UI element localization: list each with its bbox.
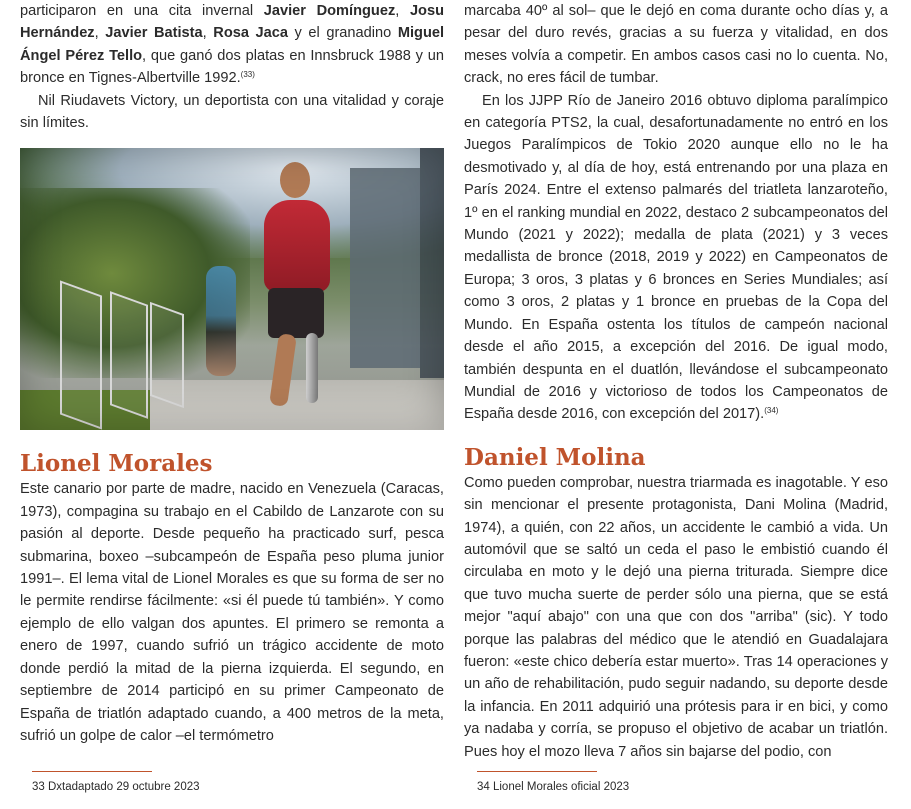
left-column <box>20 0 444 747</box>
footnote-rule <box>32 771 152 772</box>
paragraph-daniel-molina: Como pueden comprobar, nuestra triarmada es inagotable. Y eso sin mencionar el presente protagonista, Dani Molina (Madrid, 1974), a quién, con 22 años, un accidente le cambió a vida. Un automóvil que se saltó un ceda el paso le embistió cuando él circulaba en moto y le dejó una pierna triturada. Siempre dice que tuvo mucha suerte de perder sólo una pierna, que se está mejor "aquí abajo" con una que con dos "arriba" (sic). Y todo porque las palabras del médico que le atendió en Guadalajara fueron: «este chico debería estar muerto». Tras 14 operaciones y un año de rehabilitación, pudo seguir nadando, su deporte desde la infancia. En 2011 adquirió una prótesis para ir en bici, y como ya nadaba y corría, se propuso el objetivo de acabar un triatlón. Pues hoy el mozo lleva 7 años sin bajarse del podio, con <box>464 474 888 760</box>
section-title-daniel-molina: Daniel Molina <box>464 443 646 471</box>
athlete-name: Miguel Ángel Pérez Tello <box>20 25 445 64</box>
athlete-name: Javier Batista <box>105 25 203 42</box>
athlete-name: Josu Hernández <box>20 3 444 42</box>
paragraph-nil-riudavets: Nil Riudavets Victory, un deportista con una vitalidad y coraje sin límites. <box>20 92 444 132</box>
paragraph-palmares: En los JJPP Río de Janeiro 2016 obtuvo diploma paralímpico en categoría PTS2, la cual, desafortunadamente no entró en los Juegos Paralímpicos de Tokio 2020 aunque ello no le ha desmotivado y, al día de hoy, está entrenando por una plaza en París 2024. Entre el extenso palmarés del triatleta lanzaroteño, 1º en el ranking mundial en 2022, destaco 2 subcampeonatos del Mundo (2021 y 2022); medalla de plata (2021) y 3 veces medallista de bronce (2018, 2019 y 2022) en Campeonatos de Europa; 3 oros, 3 platas y 6 bronces en Series Mundiales; así como 3 oros, 2 platas y 1 bronce en pruebas de la Copa del Mundo. En España ostenta los títulos de campeón nacional desde el año 2015, a excepción del 2016. De igual modo, también despunta en el duatlón, llevándose el subcampeonato Mundial de 2016 y victorioso de todos los Campeonatos de España desde 2016, con excepción del 2017).$^{(34)}$ <box>464 92 888 423</box>
footnote-34: 34 Lionel Morales oficial 2023 <box>477 781 630 793</box>
paragraph-participants: participaron en una cita invernal Javier Domínguez, Josu Hernández, Javier Batista, Rosa Jaca y el granadino Miguel Ángel Pérez Tello, que ganó dos platas en Innsbruck 1988 y un bronce en Tignes-Albertville 1992.$^{(33)}$ <box>20 3 445 87</box>
athlete-name: Javier Domínguez <box>263 3 396 19</box>
athlete-name: Rosa Jaca <box>213 25 288 42</box>
footnote-ref: (33) <box>240 70 255 80</box>
footnote-33: 33 Dxtadaptado 29 octubre 2023 <box>32 781 200 793</box>
paragraph-lionel-morales: Este canario por parte de madre, nacido en Venezuela (Caracas, 1973), compagina su trabajo en el Cabildo de Lanzarote con su pasión al deporte. Desde pequeño ha practicado surf, pesca submarina, boxeo –subcampeón de España peso pluma junior 1991–. El lema vital de Lionel Morales es que su forma de ser no le permite rendirse fácilmente: «si él puede tú también». Y como ejemplo de ello valgan dos apuntes. El primero se remonta a enero de 1997, cuando sufrió un trágico accidente de moto donde perdió la mitad de la pierna izquierda. El segundo, en septiembre de 2014 participó en su primer Campeonato de España de triatlón adaptado cuando, a 400 metros de la meta, sufrió un golpe de calor –el termómetro <box>20 481 444 744</box>
paragraph-coma: marcaba 40º al sol– que le dejó en coma durante ocho días y, a pesar del duro revés, gracias a su fuerza y vitalidad, en dos meses volvía a competir. En ambos casos casi no lo cuenta. No, crack, no eres fácil de tumbar. <box>464 3 888 87</box>
photo-triathlete-running <box>20 148 444 430</box>
footnote-rule <box>477 771 597 772</box>
right-column <box>464 0 888 763</box>
section-title-lionel-morales: Lionel Morales <box>20 450 213 478</box>
footnote-ref: (34) <box>764 406 779 416</box>
